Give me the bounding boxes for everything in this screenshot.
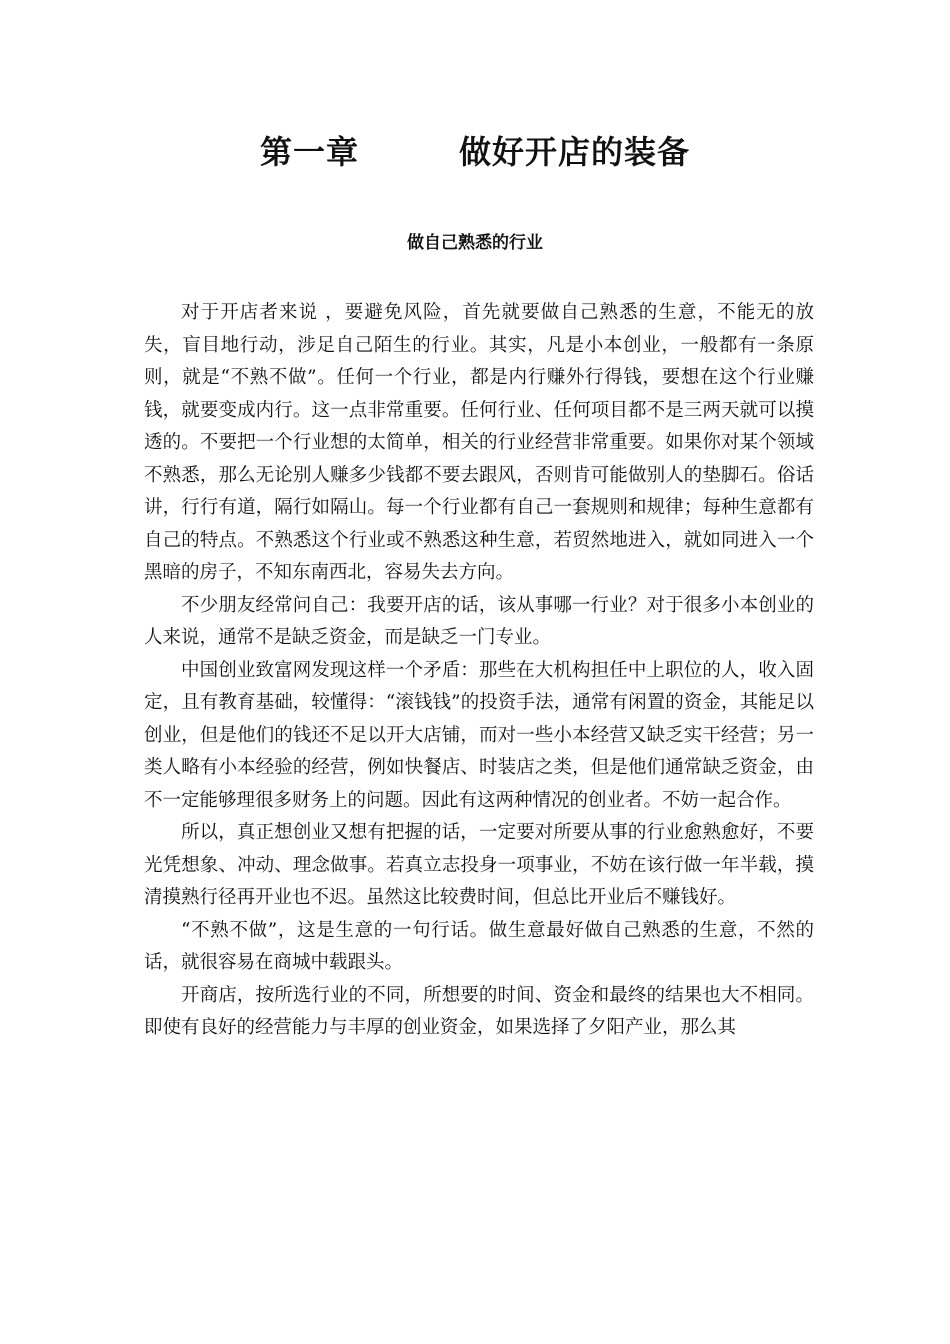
paragraph: “不熟不做”，这是生意的一句行话。做生意最好做自己熟悉的生意，不然的话，就很容易在商城中载跟头。: [144, 919, 814, 973]
paragraph: 不少朋友经常问自己：我要开店的话，该从事哪一行业？对于很多小本创业的人来说，通常不是缺乏资金，而是缺乏一门专业。: [144, 594, 814, 648]
chapter-number: 第一章: [259, 133, 359, 171]
paragraph: 中国创业致富网发现这样一个矛盾：那些在大机构担任中上职位的人，收入固定，且有教育基础，较懂得：“滚钱钱”的投资手法，通常有闲置的资金，其能足以创业，但是他们的钱还不足以开大店铺，而对一些小本经营又缺乏实干经营；另一类人略有小本经验的经营，例如快餐店、时装店之类，但是他们通常缺乏资金，由不一定能够理很多财务上的问题。因此有这两种情况的创业者。不妨一起合作。: [144, 659, 814, 811]
paragraph: 对于开店者来说 ，要避免风险，首先就要做自己熟悉的生意，不能无的放失，盲目地行动，涉足自己陌生的行业。其实，凡是小本创业，一般都有一条原则，就是“不熟不做”。任何一个行业，都是内行赚外行得钱，要想在这个行业赚钱，就要变成内行。这一点非常重要。任何行业、任何项目都不是三两天就可以摸透的。不要把一个行业想的太简单，相关的行业经营非常重要。如果你对某个领域不熟悉，那么无论别人赚多少钱都不要去跟风，否则肯可能做别人的垫脚石。俗话讲，行行有道，隔行如隔山。每一个行业都有自己一套规则和规律；每种生意都有自己的特点。不熟悉这个行业或不熟悉这种生意，若贸然地进入，就如同进入一个黑暗的房子，不知东南西北，容易失去方向。: [144, 302, 814, 583]
paragraph: 所以，真正想创业又想有把握的话，一定要对所要从事的行业愈熟愈好，不要光凭想象、冲动、理念做事。若真立志投身一项事业，不妨在该行做一年半载，摸清摸熟行径再开业也不迟。虽然这比较费时间，但总比开业后不赚钱好。: [144, 822, 814, 908]
paragraph: 开商店，按所选行业的不同，所想要的时间、资金和最终的结果也大不相同。即使有良好的经营能力与丰厚的创业资金，如果选择了夕阳产业，那么其: [144, 984, 814, 1038]
section-title: 做自己熟悉的行业: [407, 233, 543, 253]
chapter-name: 做好开店的装备: [459, 133, 691, 171]
body-text: [144, 297, 814, 1045]
chapter-title: [0, 130, 950, 174]
